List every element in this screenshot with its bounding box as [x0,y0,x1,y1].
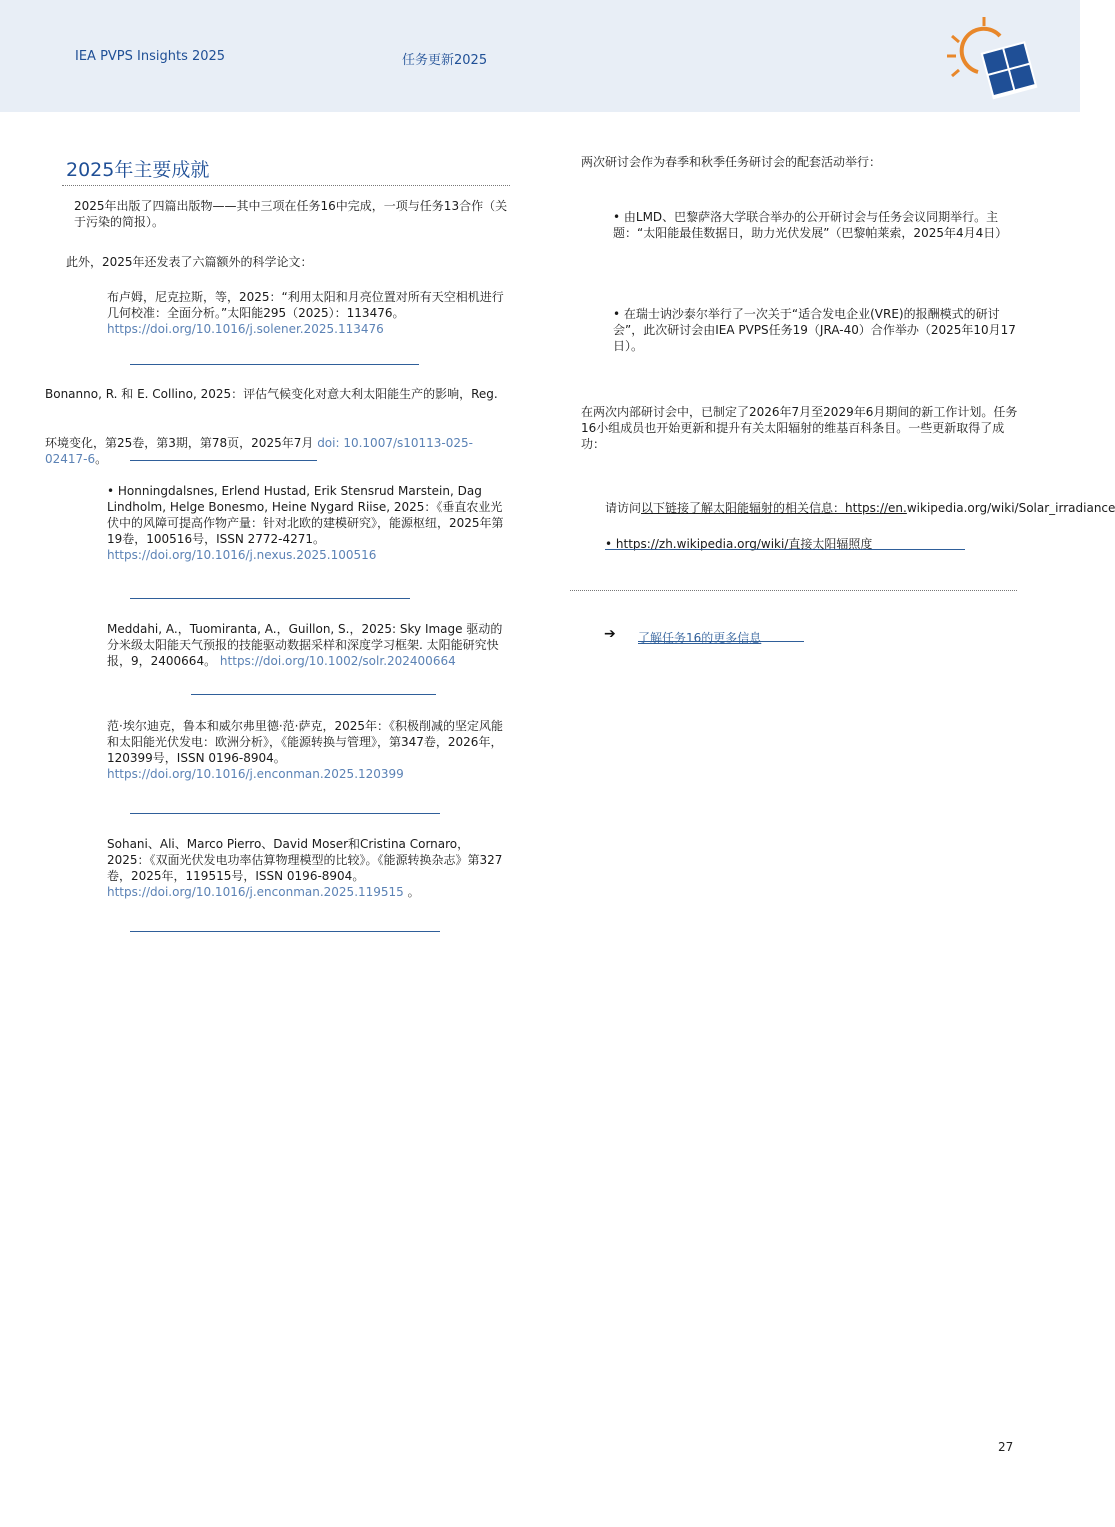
arrow-right-icon: ➔ [604,626,616,642]
publication-6-doi-link[interactable]: https://doi.org/10.1016/j.enconman.2025.119515 [107,885,404,899]
more-info-link[interactable]: 了解任务16的更多信息 [638,631,762,645]
publication-4-doi-link[interactable]: https://doi.org/10.1002/solr.202400664 [219,654,456,668]
more-info-underline [638,641,804,642]
publication-3 [107,483,509,563]
publication-3-doi-link[interactable]: https://doi.org/10.1016/j.nexus.2025.100516 [107,548,377,562]
also-paragraph: 此外，2025年还发表了六篇额外的科学论文： [66,255,313,269]
publication-divider [130,931,440,932]
visit-line [605,500,1115,516]
sun-solar-panel-icon [942,14,1042,104]
publication-2 [45,386,511,402]
publication-divider [130,598,410,599]
publication-6-tail: 。 [407,885,420,899]
intro-paragraph: 2025年出版了四篇出版物——其中三项在任务16中完成，一项与任务13合作（关于污染的简报）。 [74,199,508,229]
publication-2-doi-link[interactable]: doi: 10.1007/s10113-025-02417-6 [45,436,473,466]
publication-2-tail: 。 [95,452,108,466]
publication-3-text: • Honningdalsnes, Erlend Hustad, Erik Stensrud Marstein, Dag Lindholm, Helge Bonesmo, Heine Nygard Riise, 2025：《垂直农业光伏中的风障可提高作物产量：针对北欧的建模研究》，能源枢纽，2025年第19卷，100516号，ISSN 2772-4271。 [107,484,504,546]
wikipedia-zh-bullet[interactable]: • https://zh.wikipedia.org/wiki/直接太阳辐照度 [605,537,873,551]
publication-5-doi-link[interactable]: https://doi.org/10.1016/j.enconman.2025.120399 [107,767,404,781]
publication-4-text: Meddahi, A.，Tuomiranta, A.，Guillon, S.，2025: Sky Image 驱动的分米级太阳能天气预报的技能驱动数据采样和深度学习框架. 太阳能研究快报，9，2400664。 [107,622,503,668]
wikipedia-en-url[interactable]: wikipedia.org/wiki/Solar_irradiance [906,501,1115,515]
workshops-intro: 两次研讨会作为春季和秋季任务研讨会的配套活动举行： [581,155,882,169]
workshop-2-bullet: • 在瑞士讷沙泰尔举行了一次关于“适合发电企业(VRE)的报酬模式的研讨会”，此次研讨会由IEA PVPS任务19（JRA-40）合作举办（2025年10月17日）。 [613,307,1016,353]
workshop-1-bullet: • 由LMD、巴黎萨洛大学联合举办的公开研讨会与任务会议同期举行。主题：“太阳能最佳数据日，助力光伏发展”（巴黎帕莱索，2025年4月4日） [613,210,1008,240]
page-header [0,0,1080,112]
publication-2-text: Bonanno, R. 和 E. Collino, 2025：评估气候变化对意大利太阳能生产的影响，Reg. [45,387,498,401]
page-number: 27 [998,1440,1014,1454]
publication-5-text: 范·埃尔迪克，鲁本和威尔弗里德·范·萨克，2025年：《积极削减的坚定风能和太阳能光伏发电：欧洲分析》，《能源转换与管理》，第347卷，2026年，120399号，ISSN 0196-8904。 [107,719,503,765]
publication-6 [107,836,509,900]
wikipedia-en-link[interactable]: 以下链接了解太阳能辐射的相关信息：https://en. [641,501,907,515]
visit-prefix: 请访问 [605,501,642,515]
publication-6-text: Sohani、Ali、Marco Pierro、David Moser和Cristina Cornaro，2025：《双面光伏发电功率估算物理模型的比较》。《能源转换杂志》第327卷，2025年，119515号，ISSN 0196-8904。 [107,837,503,883]
more-info-link-wrap [638,627,761,646]
header-left-title: IEA PVPS Insights 2025 [75,49,226,64]
publication-divider [130,460,317,461]
publication-4 [107,621,509,669]
section-title: 2025年主要成就 [66,159,210,181]
publication-5 [107,718,509,782]
publication-divider [130,813,440,814]
publication-1-doi-link[interactable]: https://doi.org/10.1016/j.solener.2025.113476 [107,322,384,336]
title-divider [62,185,510,186]
publication-1-text: 布卢姆，尼克拉斯，等，2025：“利用太阳和月亮位置对所有天空相机进行几何校准：全面分析。”太阳能295（2025）：113476。 [107,290,504,320]
publication-divider [130,364,419,365]
zh-link-underline [605,549,965,550]
publication-2-text2: 环境变化，第25卷，第3期，第78页，2025年7月 [45,436,314,450]
publication-divider [191,694,436,695]
publication-2-cont [37,435,513,467]
right-divider [570,590,1017,591]
publication-1 [107,289,509,337]
internal-workshops-paragraph: 在两次内部研讨会中，已制定了2026年7月至2029年6月期间的新工作计划。任务16小组成员也开始更新和提升有关太阳辐射的维基百科条目。一些更新取得了成功： [581,405,1018,451]
header-center-title: 任务更新2025 [402,53,488,68]
